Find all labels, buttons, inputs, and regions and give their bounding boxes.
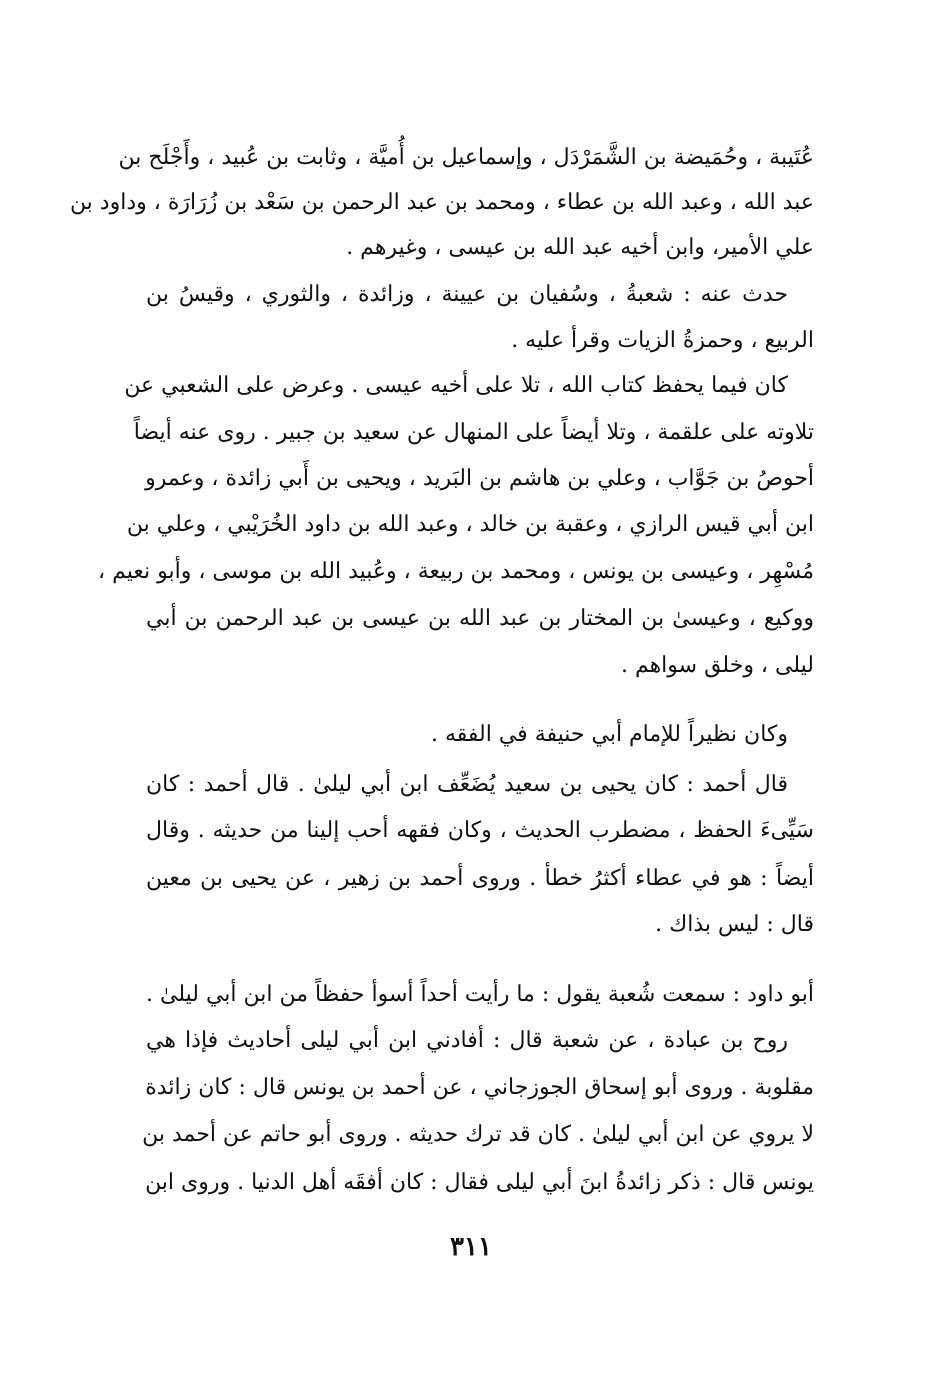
text-line: حدث عنه : شعبةُ ، وسُفيان بن عيينة ، وزائدة ، والثوري ، وقيسُ بن	[146, 282, 788, 307]
text-line: ووكيع ، وعيسىٰ بن المختار بن عبد الله بن عيسى بن عبد الرحمن بن أبي	[146, 606, 814, 631]
text-line: روح بن عبادة ، عن شعبة قال : أفادني ابن أبي ليلى أحاديث فإذا هي	[146, 1028, 788, 1053]
text-line: وكان نظيراً للإمام أبي حنيفة في الفقه .	[431, 722, 788, 747]
text-line: الربيع ، وحمزةُ الزيات وقرأ عليه .	[511, 328, 814, 353]
text-line: عبد الله ، وعبد الله بن عطاء ، ومحمد بن عبد الرحمن بن سَعْد بن زُرَارَة ، وداود بن	[69, 190, 814, 215]
text-line: تلاوته على علقمة ، وتلا أيضاً على المنهال عن سعيد بن جبير . روى عنه أيضاً	[133, 420, 814, 445]
text-line: ابن أبي قيس الرازي ، وعقبة بن خالد ، وعبد الله بن داود الخُرَيْبي ، وعلي بن	[126, 512, 814, 537]
text-line: ليلى ، وخلق سواهم .	[620, 653, 814, 678]
text-line: أيضاً : هو في عطاء أكثرُ خطأ . وروى أحمد بن زهير ، عن يحيى بن معين	[146, 866, 814, 891]
text-line: قال : ليس بذاك .	[655, 912, 814, 937]
text-line: يونس قال : ذكر زائدةُ ابنَ أبي ليلى فقال : كان أفقَه أهل الدنيا . وروى ابن	[145, 1170, 814, 1195]
text-line: علي الأمير، وابن أخيه عبد الله بن عيسى ، وغيرهم .	[346, 235, 814, 260]
text-line: سَيِّىءَ الحفظ ، مضطرب الحديث ، وكان فقهه أحب إلينا من حديثه . وقال	[146, 818, 814, 843]
page-number: ٣١١	[450, 1232, 492, 1262]
text-line: عُتَيبة ، وحُمَيضة بن الشَّمَرْدَل ، وإسماعيل بن أُميَّة ، وثابت بن عُبيد ، وأَجْلَح بن	[118, 145, 814, 170]
text-line: كان فيما يحفظ كتاب الله ، تلا على أخيه عيسى . وعرض على الشعبي عن	[124, 373, 788, 398]
text-line: مقلوبة . وروى أبو إسحاق الجوزجاني ، عن أحمد بن يونس قال : كان زائدة	[145, 1075, 814, 1100]
text-line: أبو داود : سمعت شُعبة يقول : ما رأيت أحداً أسوأ حفظاً من ابن أبي ليلىٰ .	[146, 982, 814, 1007]
text-line: لا يروي عن ابن أبي ليلىٰ . كان قد ترك حديثه . وروى أبو حاتم عن أحمد بن	[142, 1122, 814, 1147]
text-line: أحوصُ بن جَوَّاب ، وعلي بن هاشم بن البَريد ، ويحيى بن أَبي زائدة ، وعمرو	[145, 466, 814, 491]
text-line: مُسْهِر ، وعيسى بن يونس ، ومحمد بن ربيعة ، وعُبيد الله بن موسى ، وأبو نعيم ،	[98, 559, 814, 584]
text-line: قال أحمد : كان يحيى بن سعيد يُضَعِّف ابن أبي ليلىٰ . قال أحمد : كان	[146, 772, 788, 797]
